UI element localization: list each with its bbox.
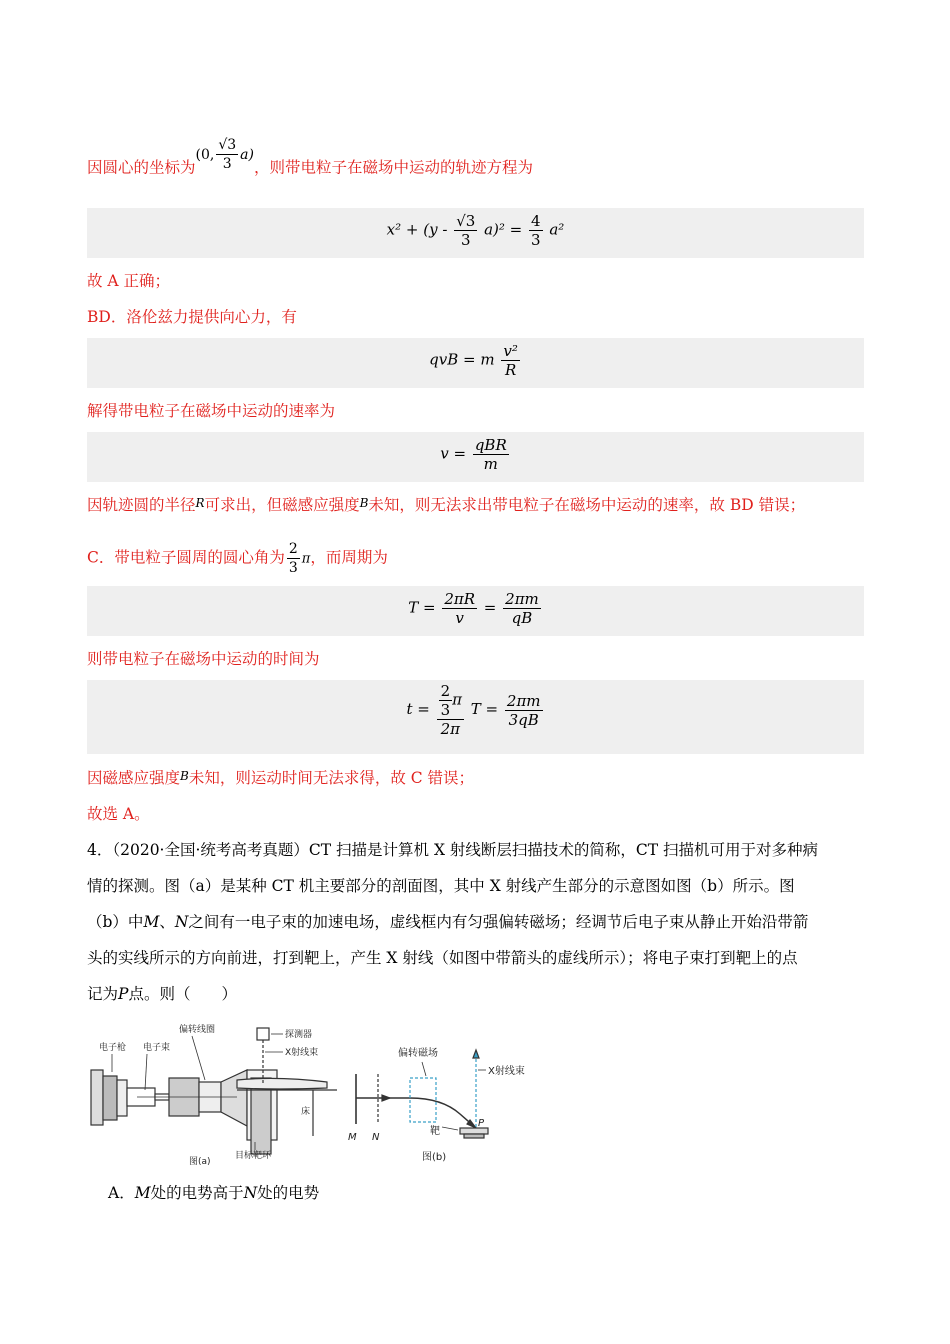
field-leader bbox=[422, 1062, 426, 1076]
label-beam: 电子束 bbox=[143, 1043, 171, 1053]
coil-leader bbox=[192, 1036, 205, 1080]
arrow-icon bbox=[382, 1095, 390, 1101]
label-p: P bbox=[478, 1118, 485, 1129]
equation-box-speed bbox=[87, 432, 864, 482]
final-answer: 故选 A。 bbox=[87, 805, 150, 823]
denominator: v bbox=[455, 609, 464, 627]
numerator: 2 bbox=[288, 541, 298, 557]
label-detector: 探测器 bbox=[285, 1030, 313, 1040]
text: 记为 bbox=[87, 985, 119, 1003]
option-label: A． bbox=[108, 1184, 135, 1202]
text: ，则带电粒子在磁场中运动的轨迹方程为 bbox=[253, 158, 533, 177]
numerator: 2 bbox=[440, 682, 451, 700]
option-a[interactable] bbox=[108, 1182, 319, 1204]
figure-b-xray-schematic bbox=[342, 1040, 542, 1166]
question-line: 情的探测。图（a）是某种 CT 机主要部分的剖面图，其中 X 射线产生部分的示意图如图（b）所示。图 bbox=[87, 877, 795, 895]
denominator: 3qB bbox=[508, 710, 539, 729]
denominator: 3 bbox=[531, 231, 541, 249]
caption-a: 图(a) bbox=[189, 1157, 211, 1166]
patient bbox=[237, 1078, 327, 1089]
fraction bbox=[473, 436, 509, 473]
c-conclusion bbox=[87, 767, 474, 790]
label-m: M bbox=[348, 1132, 357, 1143]
symbol-m: M bbox=[134, 1184, 151, 1202]
symbol-b: B bbox=[359, 496, 369, 510]
figure-a-ct-machine bbox=[87, 1018, 352, 1166]
fraction bbox=[501, 342, 520, 379]
denominator: 3 bbox=[222, 156, 232, 172]
label-xray: X射线束 bbox=[488, 1066, 525, 1077]
detector-box bbox=[257, 1028, 269, 1040]
fraction bbox=[454, 212, 477, 249]
label-field: 偏转磁场 bbox=[398, 1048, 438, 1059]
fraction bbox=[503, 590, 541, 627]
equation-period bbox=[87, 590, 864, 627]
text: 处的电势 bbox=[257, 1184, 320, 1202]
symbol-p: P bbox=[118, 985, 129, 1003]
text: T = bbox=[470, 700, 499, 718]
label-target: 靶 bbox=[430, 1126, 440, 1137]
fraction bbox=[505, 692, 543, 729]
label-coil: 偏转线圈 bbox=[179, 1025, 216, 1035]
numerator: qBR bbox=[474, 436, 507, 454]
gantry-cone bbox=[221, 1070, 247, 1126]
numerator: 4 bbox=[531, 212, 541, 230]
symbol-r: R bbox=[195, 496, 205, 510]
numerator: 2πm bbox=[505, 590, 539, 608]
text: (0, bbox=[195, 146, 215, 163]
symbol-b: B bbox=[180, 769, 189, 783]
denominator: 3 bbox=[440, 701, 451, 719]
fraction bbox=[287, 540, 300, 577]
text: 处的电势高于 bbox=[150, 1184, 244, 1202]
inner-fraction bbox=[439, 682, 453, 719]
numerator: v² bbox=[503, 342, 518, 360]
question-line: 头的实线所示的方向前进，打到靶上，产生 X 射线（如图中带箭头的虚线所示）；将电子束打到靶上的点 bbox=[87, 949, 798, 967]
equation-lorentz bbox=[87, 342, 864, 379]
equation-speed bbox=[87, 436, 864, 473]
label-gun: 电子枪 bbox=[99, 1043, 127, 1053]
caption-b: 图(b) bbox=[422, 1152, 447, 1163]
question-line: 4．（2020·全国·统考高考真题）CT 扫描是计算机 X 射线断层扫描技术的简称，CT 扫描机可用于对多种病 bbox=[87, 841, 819, 859]
text: （b）中 bbox=[87, 913, 144, 931]
denominator: R bbox=[504, 361, 517, 379]
text: ，而周期为 bbox=[310, 548, 388, 567]
equation-time bbox=[87, 682, 864, 738]
text: 、 bbox=[159, 913, 175, 931]
question-line bbox=[87, 904, 863, 940]
numerator: 2πR bbox=[444, 590, 476, 608]
symbol-pi: π bbox=[301, 551, 311, 567]
text: 未知，则无法求出带电粒子在磁场中运动的速率，故 BD 错误； bbox=[368, 496, 806, 514]
text: 可求出，但磁感应强度 bbox=[204, 496, 360, 514]
question-4 bbox=[87, 832, 863, 1012]
symbol-m: M bbox=[143, 913, 160, 931]
fraction bbox=[216, 136, 238, 173]
symbol-pi: π bbox=[452, 690, 462, 709]
text: v = bbox=[440, 444, 467, 463]
fraction bbox=[442, 590, 477, 627]
text: 因圆心的坐标为 bbox=[87, 158, 196, 177]
text: T = bbox=[408, 598, 436, 617]
denominator: 2π bbox=[440, 720, 460, 738]
option-bd-heading: BD．洛伦兹力提供向心力，有 bbox=[87, 308, 297, 326]
gun-body bbox=[91, 1070, 103, 1125]
text: 点。则（ ） bbox=[128, 985, 237, 1003]
question-line bbox=[87, 976, 863, 1012]
numerator: √3 bbox=[218, 137, 237, 153]
time-line: 则带电粒子在磁场中运动的时间为 bbox=[87, 650, 320, 668]
text: t = bbox=[406, 700, 430, 718]
text: 因轨迹圆的半径 bbox=[87, 496, 196, 514]
fraction bbox=[529, 212, 543, 249]
electron-path bbox=[356, 1098, 476, 1128]
target-leader bbox=[442, 1127, 458, 1130]
numerator bbox=[437, 682, 464, 720]
symbol-n: N bbox=[174, 913, 189, 931]
text: qvB = m bbox=[429, 350, 495, 369]
label-n: N bbox=[372, 1132, 380, 1143]
text: 未知，则运动时间无法求得，故 C 错误； bbox=[188, 769, 475, 787]
label-ring: 目标靶环 bbox=[235, 1151, 272, 1161]
equation-box-lorentz bbox=[87, 338, 864, 388]
text: a² bbox=[549, 220, 565, 239]
speed-line: 解得带电粒子在磁场中运动的速率为 bbox=[87, 402, 336, 420]
text: = bbox=[483, 598, 497, 617]
coordinate-expr bbox=[195, 137, 254, 172]
text: a)² = bbox=[484, 220, 523, 239]
bd-conclusion bbox=[87, 494, 805, 517]
coordinate-line bbox=[87, 137, 533, 187]
numerator: 2πm bbox=[506, 691, 541, 710]
option-c-heading bbox=[87, 540, 388, 577]
equation-box-trajectory bbox=[87, 208, 864, 258]
compound-fraction bbox=[437, 682, 464, 738]
denominator: 3 bbox=[460, 231, 471, 249]
equation-box-period bbox=[87, 586, 864, 636]
text: 之间有一电子束的加速电场，虚线框内有匀强偏转磁场；经调节后电子束从静止开始沿带箭 bbox=[188, 913, 809, 931]
conclusion-a: 故 A 正确； bbox=[87, 272, 171, 290]
label-bed: 床 bbox=[301, 1107, 311, 1117]
denominator: 3 bbox=[288, 560, 298, 576]
text: 因磁感应强度 bbox=[87, 769, 181, 787]
beam-leader bbox=[145, 1054, 147, 1090]
text: a) bbox=[240, 146, 254, 163]
gun-nozzle bbox=[117, 1080, 127, 1116]
numerator: √3 bbox=[456, 212, 476, 230]
text: C．带电粒子圆周的圆心角为 bbox=[87, 548, 285, 567]
gun-housing bbox=[103, 1076, 117, 1120]
equation-trajectory bbox=[87, 212, 864, 249]
denominator: qB bbox=[511, 609, 533, 627]
denominator: m bbox=[483, 455, 498, 473]
symbol-n: N bbox=[243, 1184, 258, 1202]
text: x² + (y - bbox=[386, 220, 448, 239]
arrow-icon bbox=[473, 1050, 479, 1058]
equation-box-time bbox=[87, 680, 864, 754]
target-base bbox=[464, 1134, 484, 1138]
label-xray: X射线束 bbox=[285, 1048, 319, 1058]
